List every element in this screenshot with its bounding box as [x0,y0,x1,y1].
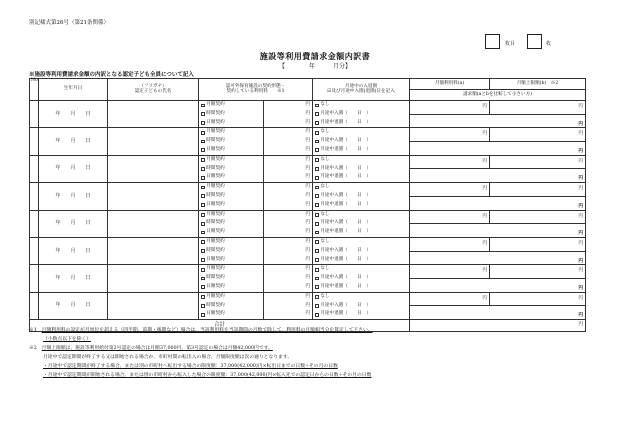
checkbox[interactable] [315,203,319,207]
header-monthly-fee: 月額利用料(a) [410,79,490,90]
checkbox[interactable] [201,104,205,108]
monthly-fee-cell[interactable]: 円 [410,210,490,224]
checkbox[interactable] [315,194,319,198]
child-name-cell[interactable] [108,265,199,292]
checkbox[interactable] [315,186,319,190]
contract-option[interactable] [199,146,263,155]
contract-option-label: 日額契約 [206,201,225,207]
contract-option[interactable] [199,137,263,146]
row-number-cell [30,183,39,210]
contract-fee-unit: 円 [305,311,311,317]
footnote-1-mark: ※1 [29,328,37,333]
checkbox[interactable] [315,140,319,144]
contract-option[interactable] [199,165,263,174]
midway-option-label: なし [320,266,330,272]
contract-option-label: 日額契約 [206,311,225,317]
row-number-cell [30,128,39,155]
contract-option[interactable] [199,156,263,165]
birthdate-cell[interactable]: 年 月 日 [39,101,108,128]
contract-option-label: 月額契約 [206,211,225,217]
midway-option-label: 月途中退園（ 日 ） [320,229,371,235]
contract-fee-unit: 円 [305,229,311,235]
midway-option-label: 月途中退園（ 日 ） [320,283,371,289]
header-monthly-cap: 月額上限額(b) ※2 [490,79,586,90]
footnote-2-bullet-2 [29,371,589,380]
midway-option-label: 月途中入園（ 日 ） [320,302,371,308]
contract-option-label: 時間契約 [206,302,225,308]
checkbox[interactable] [315,249,319,253]
footnote-1-text: 月額利用料の設定が月単位を超える（四半期、前期・後期など）場合は、当該利用料を当該期間の月数で除して、利用料の月額相当分を算定して下さい。 [41,328,373,333]
midway-option-label: 月途中入園（ 日 ） [320,192,371,198]
contract-fee-unit: 円 [305,192,311,198]
contract-fee-cell[interactable] [264,101,313,128]
contract-option[interactable] [199,219,263,228]
monthly-cap-cell[interactable]: 円 [490,210,586,224]
footnote-2-bullet-2-text: ・月途中で認定期間が開始される場合、または別の市町村から転入した場合の限度額：37,000(42,000)円×転入先での認定日からの日数÷その月の日数 [43,373,372,379]
checkbox[interactable] [201,167,205,171]
contract-option-label: 月額契約 [206,238,225,244]
midway-option[interactable] [313,137,409,146]
checkbox[interactable] [201,295,205,299]
row-number-cell [30,237,39,264]
midway-option-label: 月途中入園（ 日 ） [320,110,371,116]
midway-option-label: 月途中退園（ 日 ） [320,174,371,180]
contract-option-label: 月額契約 [206,293,225,299]
header-claim: 請求額(aとbを比較して小さい方) [410,90,586,101]
contract-fee-unit: 円 [305,201,311,207]
total-label: 合計 [30,320,410,332]
contract-option-label: 時間契約 [206,110,225,116]
contract-option-label: 月額契約 [206,266,225,272]
contract-option-label: 月額契約 [206,156,225,162]
contract-type-cell [199,237,264,264]
table-row [30,265,586,279]
header-no: No. [30,79,39,101]
table-row [30,183,586,197]
monthly-fee-cell[interactable]: 円 [410,265,490,279]
birthdate-cell[interactable]: 年 月 日 [39,210,108,237]
contract-option-label: 時間契約 [206,138,225,144]
midway-option[interactable] [313,302,409,311]
monthly-fee-cell[interactable]: 円 [410,155,490,169]
checkbox[interactable] [201,121,205,125]
monthly-cap-cell[interactable]: 円 [490,155,586,169]
midway-option[interactable] [313,238,409,247]
checkbox[interactable] [201,194,205,198]
contract-option[interactable] [199,110,263,119]
midway-option[interactable] [313,265,409,274]
page-number-box[interactable] [485,34,500,49]
checkbox[interactable] [201,131,205,135]
footnote-1 [29,326,589,335]
contract-fee-unit: 円 [305,174,311,180]
midway-option-label: なし [320,156,330,162]
checkbox[interactable] [201,258,205,262]
breakdown-table [29,78,586,332]
contract-option-label: 日額契約 [206,229,225,235]
checkbox[interactable] [315,131,319,135]
birthdate-cell[interactable]: 年 月 日 [39,183,108,210]
midway-cell [313,237,410,264]
child-name-cell[interactable] [108,101,199,128]
header-birthdate: 生年月日 [39,79,108,101]
checkbox[interactable] [315,112,319,116]
contract-option[interactable] [199,238,263,247]
claim-cell[interactable]: 円 [410,279,586,293]
contract-option-label: 日額契約 [206,174,225,180]
footnote-2 [29,344,589,353]
contract-option[interactable] [199,173,263,182]
document-title: 施設等利用費請求金額内訳書 [259,51,371,61]
checkbox[interactable] [201,285,205,289]
contract-type-cell [199,292,264,319]
midway-option[interactable] [313,156,409,165]
checkbox[interactable] [201,148,205,152]
contract-fee-unit: 円 [305,119,311,125]
checkbox[interactable] [201,304,205,308]
monthly-fee-cell[interactable]: 円 [410,183,490,197]
checkbox[interactable] [201,158,205,162]
contract-fee-unit: 円 [305,138,311,144]
row-number-cell [30,210,39,237]
contract-type-cell [199,265,264,292]
monthly-cap-cell[interactable]: 円 [490,183,586,197]
child-name-cell[interactable] [108,128,199,155]
checkbox[interactable] [201,231,205,235]
contract-fee-unit: 円 [305,146,311,152]
child-name-cell[interactable] [108,183,199,210]
midway-option-label: なし [320,129,330,135]
midway-cell [313,155,410,182]
contract-option-label: 時間契約 [206,220,225,226]
birthdate-cell[interactable]: 年 月 日 [39,155,108,182]
claim-cell[interactable]: 円 [410,251,586,265]
contract-option[interactable] [199,256,263,265]
midway-option[interactable] [313,283,409,292]
checkbox[interactable] [315,231,319,235]
midway-option[interactable] [313,293,409,302]
contract-option[interactable] [199,247,263,256]
header-contract-line2: 契約している利用料 ※1 [226,88,285,94]
contract-option[interactable] [199,274,263,283]
monthly-cap-cell[interactable]: 円 [490,237,586,251]
checkbox[interactable] [315,104,319,108]
contract-fee-unit: 円 [305,238,311,244]
contract-option-label: 時間契約 [206,192,225,198]
midway-cell [313,101,410,128]
monthly-cap-cell[interactable]: 円 [490,128,586,142]
contract-fee-unit: 円 [305,293,311,299]
contract-fee-unit: 円 [305,101,311,107]
table-row [30,155,586,169]
total-pages-box[interactable] [527,34,542,49]
footnotes [29,326,589,381]
contract-fee-unit: 円 [305,247,311,253]
contract-fee-cell[interactable] [264,210,313,237]
contract-fee-unit: 円 [305,220,311,226]
midway-cell [313,265,410,292]
midway-option-label: 月途中退園（ 日 ） [320,201,371,207]
contract-option-label: 時間契約 [206,275,225,281]
contract-fee-unit: 円 [305,184,311,190]
checkbox[interactable] [201,112,205,116]
footnote-2-mark: ※2 [29,346,37,352]
checkbox[interactable] [315,121,319,125]
midway-option-label: なし [320,293,330,299]
contract-option-label: 時間契約 [206,165,225,171]
midway-option[interactable] [313,201,409,210]
monthly-cap-cell[interactable]: 円 [490,292,586,306]
midway-option-label: 月途中入園（ 日 ） [320,275,371,281]
midway-option-label: 月途中入園（ 日 ） [320,138,371,144]
contract-fee-cell[interactable] [264,128,313,155]
contract-option[interactable] [199,201,263,210]
birthdate-cell[interactable]: 年 月 日 [39,237,108,264]
form-number: 別記様式第26号（第21条関係） [29,20,109,26]
contract-fee-cell[interactable] [264,237,313,264]
midway-option-label: 月途中退園（ 日 ） [320,146,371,152]
contract-fee-unit: 円 [305,156,311,162]
table-row [30,210,586,224]
contract-option-label: 月額契約 [206,184,225,190]
midway-option-label: 月途中入園（ 日 ） [320,165,371,171]
contract-fee-unit: 円 [305,211,311,217]
midway-cell [313,292,410,319]
contract-fee-unit: 円 [305,165,311,171]
midway-option[interactable] [313,119,409,128]
total-pages-label: 枚 [546,41,552,47]
header-midway-line2: ☑及び月途中入園(退園)日を記入 [327,88,395,94]
contract-type-cell [199,101,264,128]
contract-option-label: 時間契約 [206,247,225,253]
midway-option[interactable] [313,192,409,201]
child-name-cell[interactable] [108,292,199,319]
checkbox[interactable] [201,240,205,244]
midway-option[interactable] [313,256,409,265]
row-number-cell [30,265,39,292]
footnote-1-sub [29,335,589,344]
contract-fee-cell[interactable] [264,183,313,210]
header-contract-line1: 認可外保育施設の契約形態・ [225,83,286,89]
header-contract [199,79,313,101]
midway-option[interactable] [313,211,409,220]
midway-option[interactable] [313,228,409,237]
midway-option-label: なし [320,211,330,217]
table-row [30,292,586,306]
contract-option[interactable] [199,101,263,110]
midway-option[interactable] [313,128,409,137]
contract-fee-unit: 円 [305,275,311,281]
footnote-2-bullet-1-text: ・月途中で認定期間が終了する場合、または別の市町村へ転出する場合の限度額：37,000(42,000)円×転出日までの日数÷その月の日数 [43,364,338,370]
contract-option[interactable] [199,183,263,192]
contract-option-label: 月額契約 [206,101,225,107]
contract-option[interactable] [199,228,263,237]
claim-cell[interactable]: 円 [410,169,586,183]
midway-cell [313,128,410,155]
midway-option-label: なし [320,238,330,244]
checkbox[interactable] [201,203,205,207]
contract-fee-cell[interactable] [264,155,313,182]
total-amount-cell[interactable]: 円 [410,320,586,332]
page-label: 枚目 [505,41,516,47]
contract-type-cell [199,128,264,155]
midway-option[interactable] [313,173,409,182]
footnote-1-sub-text: （小数点以下を除く） [43,337,91,343]
rows-body [30,101,586,332]
claim-cell[interactable]: 円 [410,224,586,238]
contract-option[interactable] [199,293,263,302]
midway-option[interactable] [313,310,409,319]
monthly-cap-cell[interactable]: 円 [490,265,586,279]
contract-option[interactable] [199,192,263,201]
child-name-cell[interactable] [108,155,199,182]
checkbox[interactable] [201,313,205,317]
checkbox[interactable] [201,222,205,226]
birthdate-cell[interactable]: 年 月 日 [39,128,108,155]
checkbox[interactable] [201,213,205,217]
child-name-cell[interactable] [108,237,199,264]
checkbox[interactable] [315,295,319,299]
contract-option-label: 日額契約 [206,283,225,289]
header-midway [313,79,410,101]
header-furigana: （フリガナ） [139,83,167,89]
contract-option[interactable] [199,211,263,220]
midway-option[interactable] [313,101,409,110]
contract-option[interactable] [199,119,263,128]
footnote-2-text: 月額上限額は、施設等利用給付第2号認定の場合は月額37,000円、第3号認定の場合は月額42,000円です。 [41,346,273,352]
contract-option[interactable] [199,310,263,319]
midway-option-label: なし [320,184,330,190]
claim-cell[interactable]: 円 [410,114,586,128]
checkbox[interactable] [315,213,319,217]
midway-option-label: なし [320,101,330,107]
billing-period: 【 年 月分】 [278,63,351,70]
birthdate-cell[interactable]: 年 月 日 [39,292,108,319]
monthly-fee-cell[interactable]: 円 [410,292,490,306]
table-row [30,128,586,142]
contract-fee-unit: 円 [305,129,311,135]
contract-fee-unit: 円 [305,302,311,308]
contract-type-cell [199,155,264,182]
checkbox[interactable] [315,158,319,162]
checkbox[interactable] [315,240,319,244]
row-number-cell [30,155,39,182]
checkbox[interactable] [201,186,205,190]
contract-option[interactable] [199,302,263,311]
contract-type-cell [199,210,264,237]
contract-fee-unit: 円 [305,110,311,116]
table-row [30,101,586,115]
contract-option-label: 日額契約 [206,119,225,125]
contract-option-label: 日額契約 [206,256,225,262]
midway-option[interactable] [313,247,409,256]
contract-fee-unit: 円 [305,283,311,289]
birthdate-cell[interactable]: 年 月 日 [39,265,108,292]
checkbox[interactable] [315,285,319,289]
contract-option[interactable] [199,128,263,137]
contract-fee-cell[interactable] [264,265,313,292]
checkbox[interactable] [315,167,319,171]
contract-option[interactable] [199,265,263,274]
child-name-cell[interactable] [108,210,199,237]
midway-option-label: 月途中入園（ 日 ） [320,247,371,253]
midway-option[interactable] [313,146,409,155]
header-name: 認定子どもの氏名 [134,88,172,94]
midway-option-label: 月途中退園（ 日 ） [320,256,371,262]
monthly-fee-cell[interactable]: 円 [410,101,490,115]
midway-cell [313,210,410,237]
claim-cell[interactable]: 円 [410,196,586,210]
footnote-2-bullet-1 [29,362,589,371]
checkbox[interactable] [201,277,205,281]
checkbox[interactable] [315,304,319,308]
header-child-name [108,79,199,101]
checkbox[interactable] [315,277,319,281]
contract-type-cell [199,183,264,210]
midway-option[interactable] [313,110,409,119]
contract-option[interactable] [199,283,263,292]
contract-option-label: 日額契約 [206,146,225,152]
midway-option-label: 月途中入園（ 日 ） [320,220,371,226]
monthly-fee-cell[interactable]: 円 [410,237,490,251]
checkbox[interactable] [201,140,205,144]
contract-option-label: 月額契約 [206,129,225,135]
claim-cell[interactable]: 円 [410,142,586,156]
row-number-cell [30,101,39,128]
monthly-cap-cell[interactable]: 円 [490,101,586,115]
checkbox[interactable] [315,148,319,152]
checkbox[interactable] [201,268,205,272]
midway-option-label: 月途中退園（ 日 ） [320,311,371,317]
checkbox[interactable] [315,268,319,272]
monthly-fee-cell[interactable]: 円 [410,128,490,142]
midway-option-label: 月途中退園（ 日 ） [320,119,371,125]
midway-option[interactable] [313,274,409,283]
midway-option[interactable] [313,183,409,192]
contract-fee-unit: 円 [305,266,311,272]
midway-option[interactable] [313,165,409,174]
instruction-note: ※施設等利用費請求金額の内訳となる認定子ども全員について記入 [29,72,194,78]
checkbox[interactable] [201,176,205,180]
checkbox[interactable] [315,222,319,226]
checkbox[interactable] [315,176,319,180]
checkbox[interactable] [201,249,205,253]
header-midway-line1: 月途中の入退園 [344,83,378,89]
footnote-2-sub: 月途中で認定期間が終了する又は開始される場合か、市町村間の転出入の場合、月額限度額は次の通りとなります。 [43,355,293,361]
checkbox[interactable] [315,258,319,262]
contract-fee-cell[interactable] [264,292,313,319]
contract-fee-unit: 円 [305,256,311,262]
checkbox[interactable] [315,313,319,317]
midway-option[interactable] [313,219,409,228]
row-number-cell [30,292,39,319]
table-row [30,237,586,251]
midway-cell [313,183,410,210]
claim-cell[interactable]: 円 [410,306,586,320]
